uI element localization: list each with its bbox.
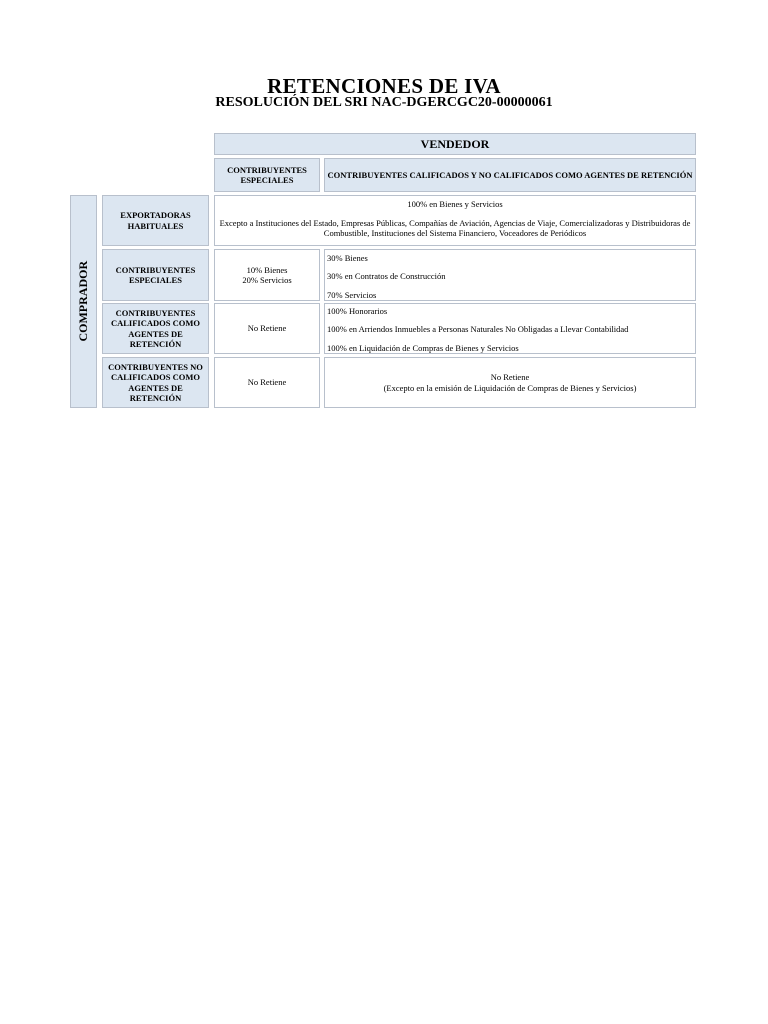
no-calificados-col1-text: No Retiene [247, 377, 287, 388]
calificados-col2-line2: 100% en Arriendos Inmuebles a Personas Naturales No Obligadas a Llevar Contabilidad [327, 324, 629, 335]
exportadoras-label: EXPORTADORAS HABITUALES [120, 210, 191, 231]
calificados-col2-line3: 100% en Liquidación de Compras de Bienes y Servicios [327, 342, 519, 353]
comprador-side-label [70, 195, 97, 408]
calificados-col1 [214, 303, 320, 354]
comprador-label: COMPRADOR [76, 261, 91, 342]
header-col1-label: CONTRIBUYENTES ESPECIALES [227, 164, 307, 185]
row-label-exportadoras [102, 195, 209, 246]
row-label-no-calificados [102, 357, 209, 408]
especiales-col1 [214, 249, 320, 301]
calificados-col2 [324, 303, 696, 354]
especiales-col2-line1: 30% Bienes [327, 253, 368, 263]
calificados-label: CONTRIBUYENTES CALIFICADOS COMO AGENTES DE RETENCIÓN [110, 308, 201, 349]
especiales-col2 [324, 249, 696, 301]
header-col2-label: CONTRIBUYENTES CALIFICADOS Y NO CALIFICADOS COMO AGENTES DE RETENCIÓN [327, 169, 693, 180]
document-title: RETENCIONES DE IVA [267, 74, 501, 98]
no-calificados-col1 [214, 357, 320, 408]
exportadoras-line1: 100% en Bienes y Servicios [407, 199, 503, 209]
especiales-col1-line1: 10% Bienes [246, 264, 288, 275]
row-label-calificados [102, 303, 209, 354]
header-contribuyentes-especiales [214, 158, 320, 192]
especiales-col1-line2: 20% Servicios [242, 275, 292, 285]
document-subtitle: RESOLUCIÓN DEL SRI NAC-DGERCGC20-00000061 [215, 95, 553, 110]
no-calificados-label: CONTRIBUYENTES NO CALIFICADOS COMO AGENTES DE RETENCIÓN [108, 362, 203, 403]
especiales-col2-line2: 30% en Contratos de Construcción [327, 271, 446, 282]
header-calificados-no-calificados [324, 158, 696, 192]
especiales-label: CONTRIBUYENTES ESPECIALES [115, 264, 196, 285]
vendedor-label: VENDEDOR [420, 136, 490, 151]
exportadoras-content [214, 195, 696, 246]
exportadoras-line2: Excepto a Instituciones del Estado, Empresas Públicas, Compañías de Aviación, Agencias de Viaje, Comercializadoras y Distribuidoras de Combustible, Instituciones del Sistema Financiero, Voceadores de Periódicos [219, 218, 691, 239]
especiales-col2-line3: 70% Servicios [327, 289, 377, 300]
no-calificados-col2-line2: (Excepto en la emisión de Liquidación de Compras de Bienes y Servicios) [383, 382, 637, 393]
vendedor-header [214, 133, 696, 155]
calificados-col1-text: No Retiene [247, 323, 287, 334]
no-calificados-col2 [324, 357, 696, 408]
no-calificados-col2-line1: No Retiene [490, 372, 530, 383]
row-label-especiales [102, 249, 209, 301]
calificados-col2-line1: 100% Honorarios [327, 306, 388, 316]
